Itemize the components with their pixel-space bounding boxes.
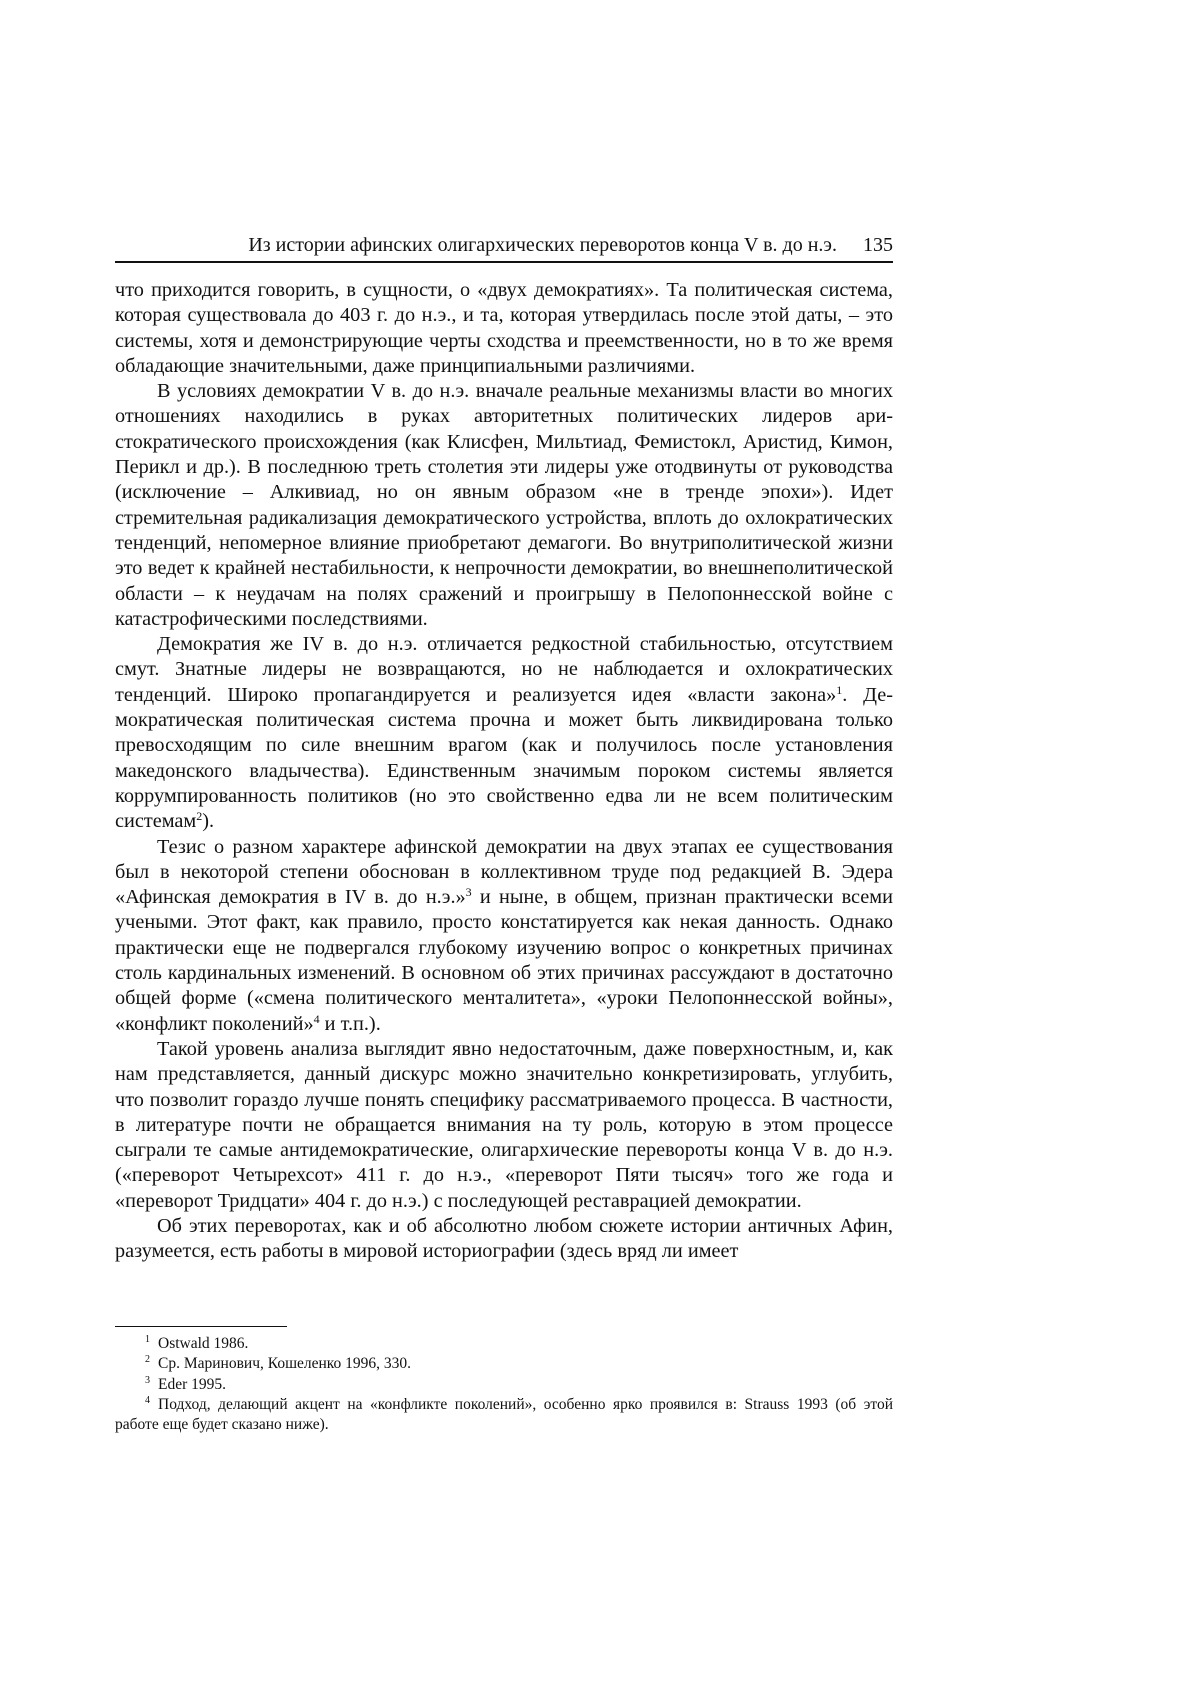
body-text <box>115 278 893 1265</box>
footnote-3 <box>115 1375 893 1395</box>
paragraph-3-part-a: Демократия же IV в. до н.э. отличается редкостной стабильностью, отсутстви­ем смут. Знатные лидеры не возвращаются, но не наблюдается и охлократических тенденций. Широко пропагандируется и реализуется идея «власти закона» <box>115 633 893 706</box>
running-header <box>115 232 893 263</box>
paragraph-6: Об этих переворотах, как и об абсолютно любом сюжете истории античных Афин, разумеется, есть работы в мировой историографии (здесь вряд ли имеет <box>115 1214 893 1265</box>
footnote-1-text: Ostwald 1986. <box>158 1335 248 1352</box>
paragraph-4-part-b: и ныне, в общем, признан практи­чески всеми учеными. Этот факт, как правило, просто констатируется как некая данность. Однако практически еще не подвергался глубокому изучению вопрос о конкретных причинах столь кардинальных изменений. В основном об этих при­чинах рассуждают в достаточно общей форме («смена политического менталите­та», «уроки Пелопоннесской войны», «конфликт поколений» <box>115 886 893 1034</box>
footnote-ref-4[interactable]: 4 <box>314 1012 320 1026</box>
footnote-2-text: Ср. Маринович, Кошеленко 1996, 330. <box>158 1355 411 1372</box>
footnote-ref-3[interactable]: 3 <box>466 885 472 899</box>
footnote-4-text: Подход, делающий акцент на «конфликте поколений», особенно ярко проявился в: Strauss 1993 (об этой работе еще будет сказано ниже). <box>115 1396 893 1433</box>
footnote-2 <box>115 1354 893 1374</box>
footnote-4-number: 4 <box>145 1395 150 1406</box>
paragraph-4 <box>115 835 893 1037</box>
footnote-3-number: 3 <box>145 1375 150 1386</box>
page-number: 135 <box>863 232 893 258</box>
paragraph-3-part-b: . Де­мократическая политическая система прочна и может быть ликвидирована только превосходящим по силе внешним врагом (как и получилось после установления македонского владычества). Единственным значимым пороком системы является коррумпированность политиков (но это свойственно едва ли не всем политиче­ским системам <box>115 684 893 832</box>
running-header-title: Из истории афинских олигархических переворотов конца V в. до н.э. <box>248 234 837 256</box>
footnote-ref-1[interactable]: 1 <box>836 683 842 697</box>
paragraph-3 <box>115 632 893 834</box>
footnote-1-number: 1 <box>145 1334 150 1345</box>
paragraph-1: что приходится говорить, в сущности, о «двух демократиях». Та политическая система, которая существовала до 403 г. до н.э., и та, которая утвердилась после этой даты, – это системы, хотя и демонстрирующие черты сходства и преемствен­ности, но в то же время обладающие значительными, даже принципиальными раз­личиями. <box>115 278 893 379</box>
document-page <box>0 0 1200 1698</box>
footnote-separator <box>115 1326 287 1327</box>
paragraph-2: В условиях демократии V в. до н.э. вначале реальные механизмы власти во многих отношениях находились в руках авторитетных политических лидеров ари­стократического происхождения (как Клисфен, Мильтиад, Фемистокл, Аристид, Кимон, Перикл и др.). В последнюю треть столетия эти лидеры уже отодвинуты от руководства (исключение – Алкивиад, но он явным образом «не в тренде эпо­хи»). Идет стремительная радикализация демократического устройства, вплоть до охлократических тенденций, непомерное влияние приобретают демагоги. Во внутриполитической жизни это ведет к крайней нестабильности, к непрочности демократии, во внешнеполитической области – к неудачам на полях сражений и проигрышу в Пелопоннесской войне с катастрофическими последствиями. <box>115 379 893 632</box>
paragraph-3-part-c: ). <box>202 810 214 832</box>
footnote-1 <box>115 1334 893 1354</box>
footnote-ref-2[interactable]: 2 <box>196 809 202 823</box>
footnote-4 <box>115 1395 893 1436</box>
paragraph-4-part-a: Тезис о разном характере афинской демократии на двух этапах ее существо­вания был в некоторой степени обоснован в коллективном труде под редакцией В. Эдера «Афинская демократия в IV в. до н.э.» <box>115 836 893 909</box>
footnote-3-text: Eder 1995. <box>158 1376 226 1393</box>
footnote-2-number: 2 <box>145 1354 150 1365</box>
paragraph-4-part-c: и т.п.). <box>320 1013 381 1035</box>
paragraph-5: Такой уровень анализа выглядит явно недостаточным, даже поверхностным, и, как нам представляется, данный дискурс можно значительно конкретизировать, углубить, что позволит гораздо лучше понять специфику рассматриваемого про­цесса. В частности, в литературе почти не обращается внимания на ту роль, ко­торую в этом процессе сыграли те самые антидемократические, олигархические перевороты конца V в. до н.э. («переворот Четырехсот» 411 г. до н.э., «переворот Пяти тысяч» того же года и «переворот Тридцати» 404 г. до н.э.) с последующей реставрацией демократии. <box>115 1037 893 1214</box>
footnotes <box>115 1334 893 1435</box>
